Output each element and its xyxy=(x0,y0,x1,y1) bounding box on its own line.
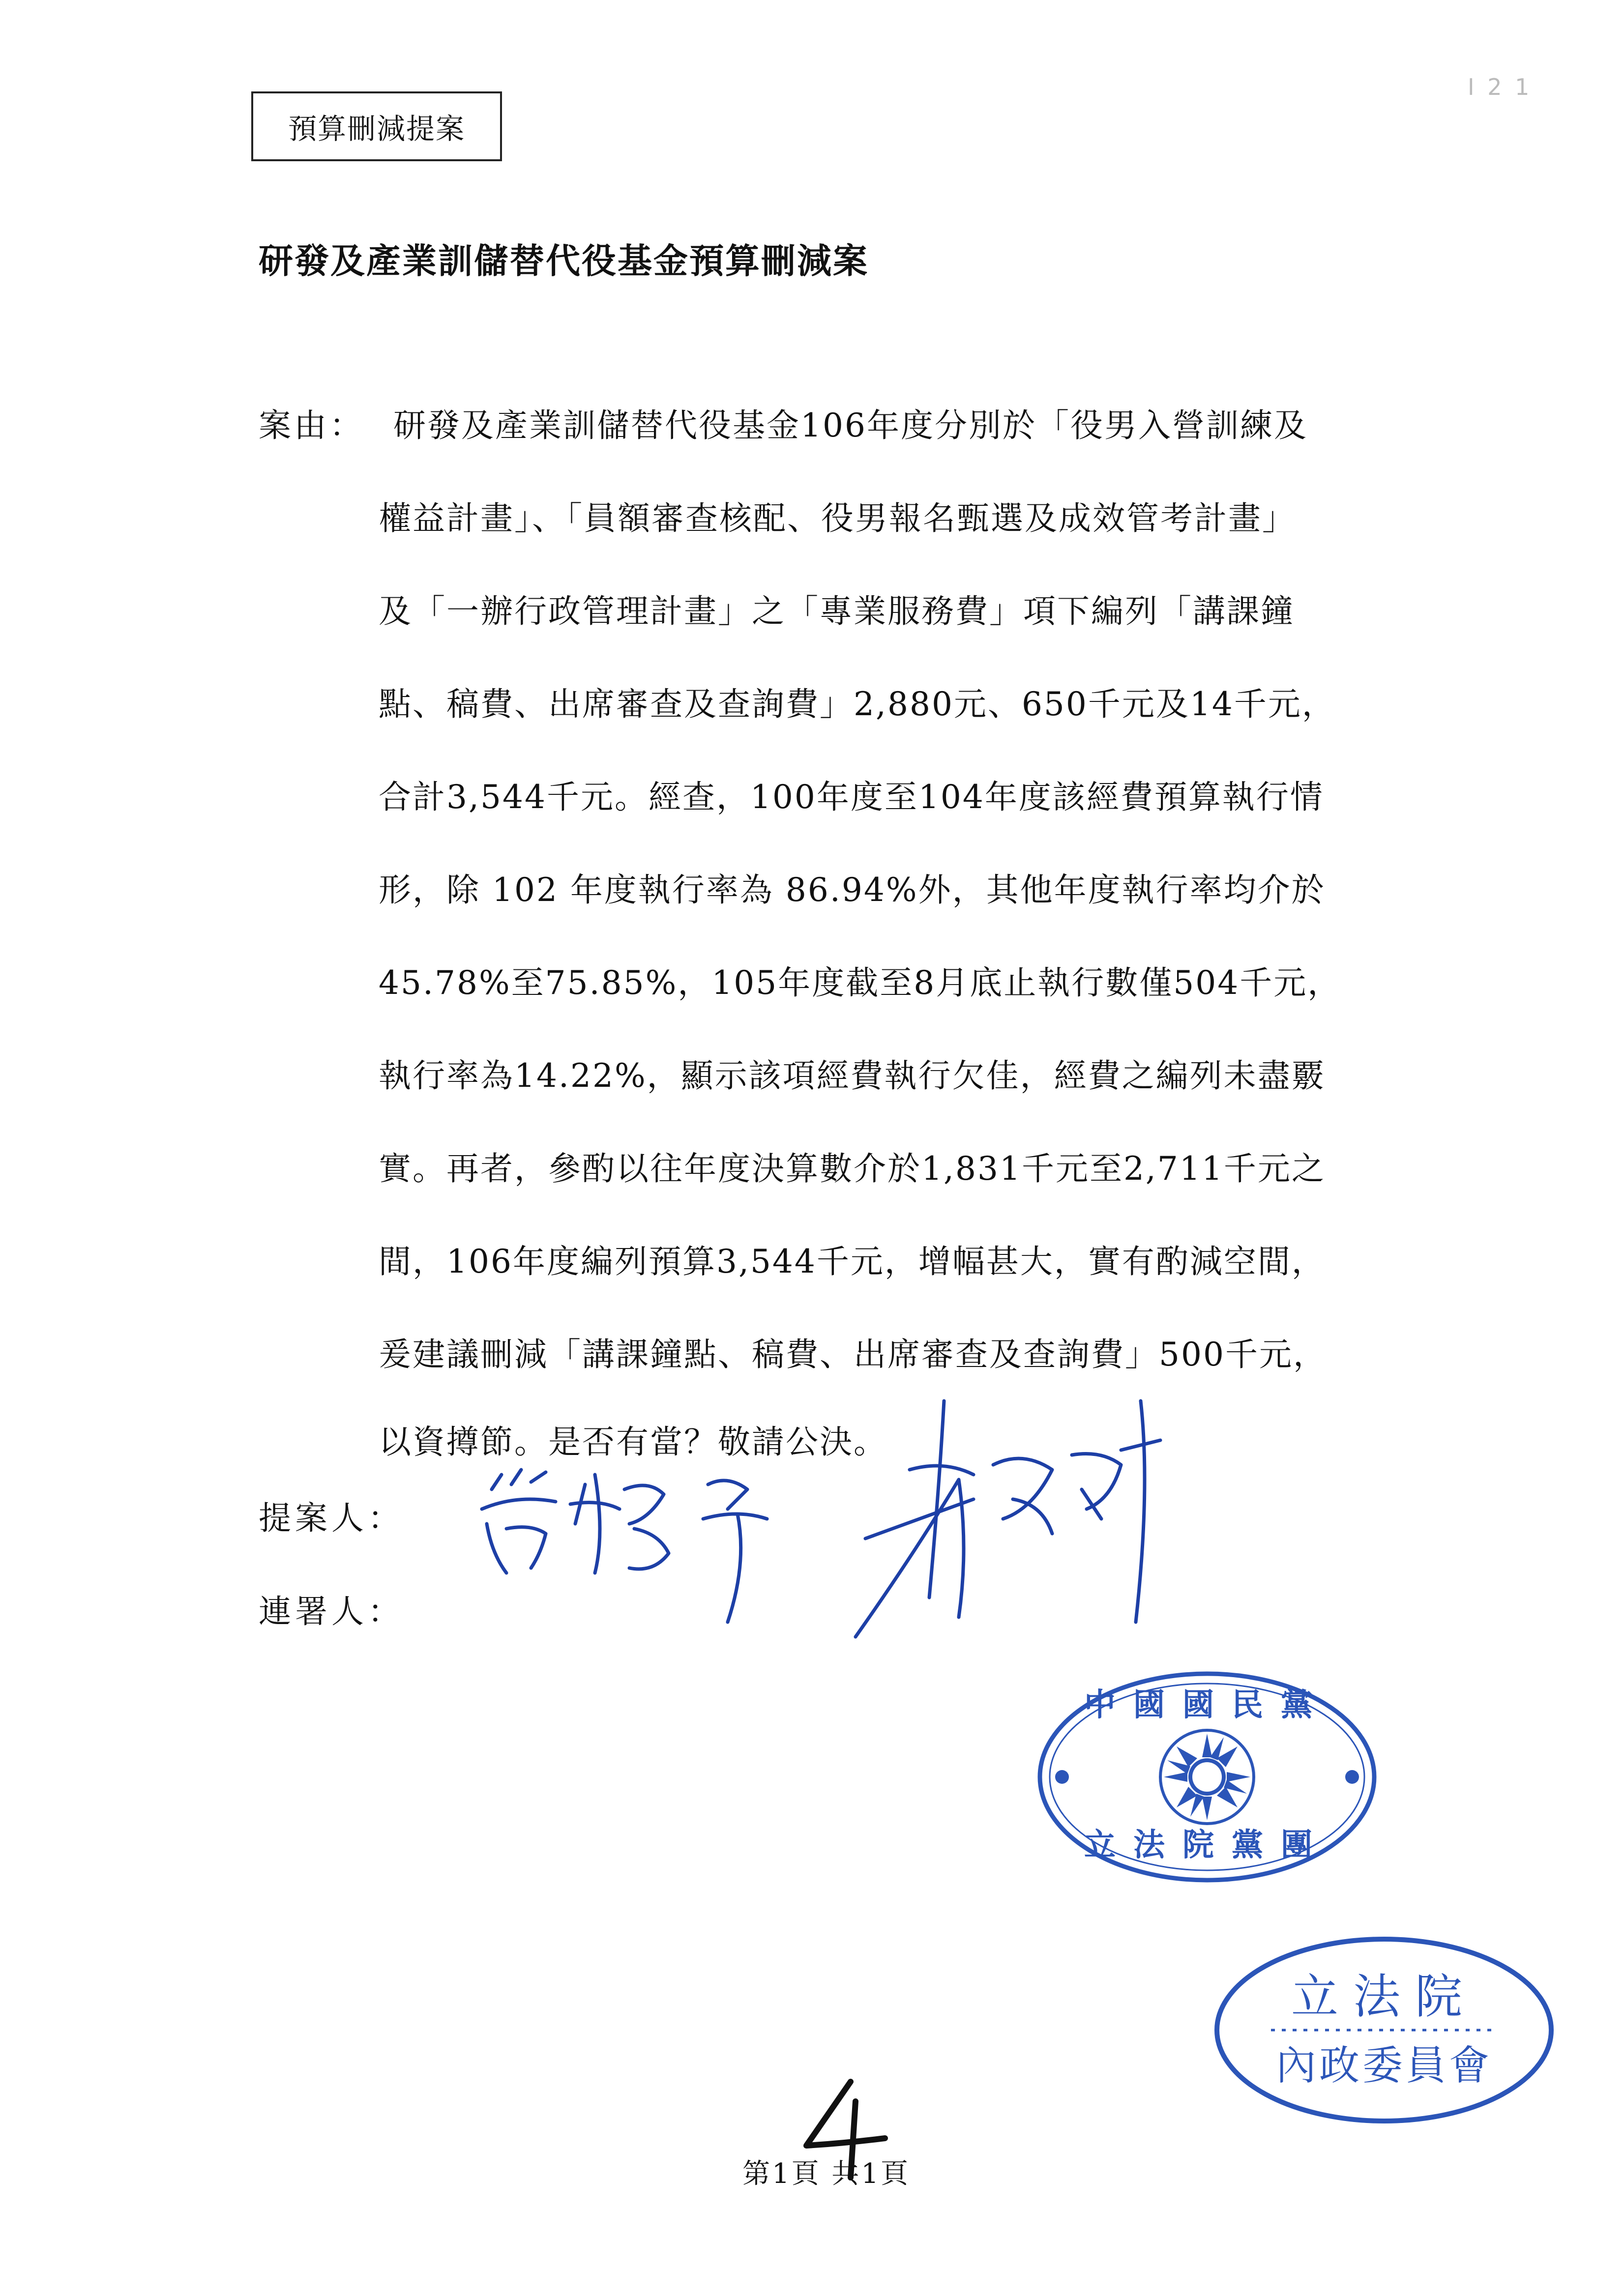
reason-line: 45.78%至75.85%，105年度截至8月底止執行數僅504千元， xyxy=(379,964,1342,1002)
kmt-seal-top-text: 中國國民黨 xyxy=(1084,1686,1330,1723)
reason-line: 合計3,544千元。經查，100年度至104年度該經費預算執行情 xyxy=(379,778,1324,816)
committee-receipt-seal xyxy=(1212,1934,1556,2126)
reason-line: 以資撙節。是否有當？敬請公決。 xyxy=(379,1423,887,1461)
signature-2 xyxy=(846,1391,1200,1647)
kmt-seal-bottom-text: 立法院黨團 xyxy=(1084,1827,1330,1863)
reason-line: 點、稿費、出席審查及查詢費」2,880元、650千元及14千元， xyxy=(379,685,1336,723)
reason-line: 權益計畫」、「員額審查核配、役男報名甄選及成效管考計畫」 xyxy=(379,499,1296,537)
document-title: 研發及產業訓儲替代役基金預算刪減案 xyxy=(259,240,869,281)
proposal-type-tag: 預算刪減提案 xyxy=(251,91,502,161)
reason-line: 研發及產業訓儲替代役基金106年度分別於「役男入營訓練及 xyxy=(393,407,1308,444)
reason-line: 執行率為14.22%，顯示該項經費執行欠佳，經費之編列未盡覈 xyxy=(379,1057,1326,1095)
proposer-label: 提案人： xyxy=(259,1499,404,1537)
reason-line: 實。再者，參酌以往年度決算數介於1,831千元至2,711千元之 xyxy=(379,1150,1326,1188)
reason-line: 爰建議刪減「講課鐘點、稿費、出席審查及查詢費」500千元， xyxy=(379,1336,1327,1373)
reason-line: 間，106年度編列預算3,544千元，增幅甚大，實有酌減空間， xyxy=(379,1243,1326,1280)
kmt-caucus-seal xyxy=(1035,1669,1379,1885)
reason-label: 案由： xyxy=(259,407,365,444)
cosigner-label: 連署人： xyxy=(259,1593,404,1630)
reason-line: 及「一辦行政管理計畫」之「專業服務費」項下編列「講課鐘 xyxy=(379,592,1295,630)
page-footer: 第1頁 共1頁 xyxy=(742,2158,911,2190)
signature-1 xyxy=(472,1455,816,1632)
committee-seal-line1: 立法院 xyxy=(1291,1969,1477,2024)
reason-line: 形，除 102 年度執行率為 86.94%外，其他年度執行率均介於 xyxy=(379,871,1326,909)
committee-seal-line2: 內政委員會 xyxy=(1275,2042,1493,2089)
corner-archive-mark: I 2 1 xyxy=(1468,74,1533,100)
